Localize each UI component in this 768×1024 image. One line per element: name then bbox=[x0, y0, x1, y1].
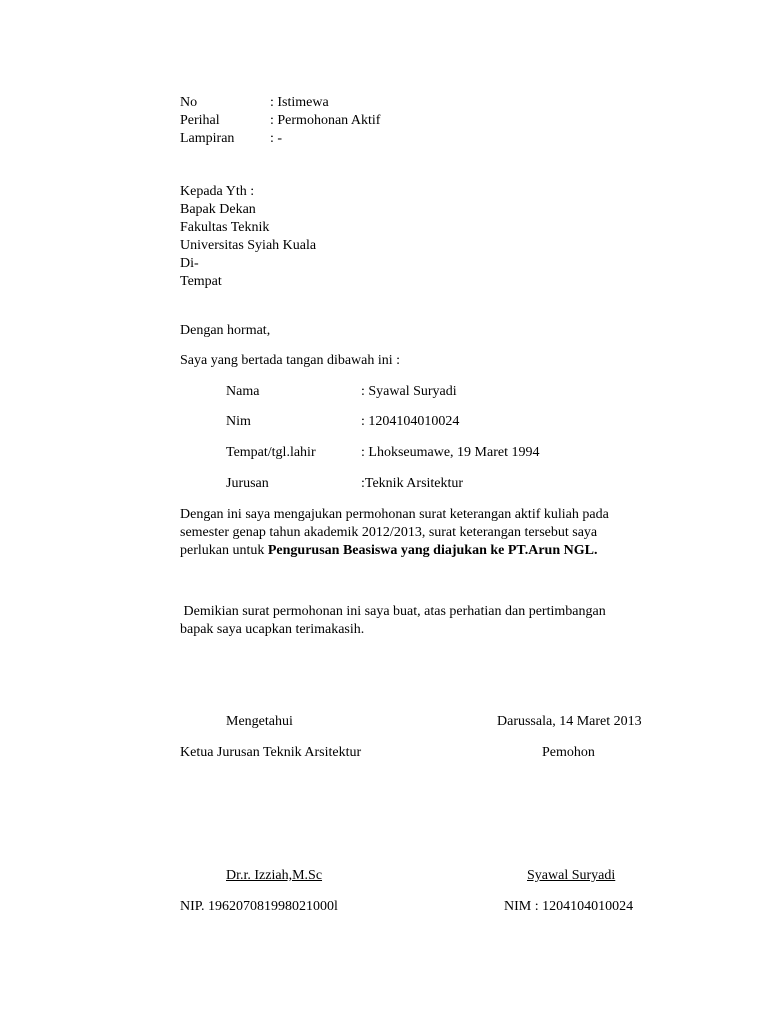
header-no-value: : Istimewa bbox=[270, 95, 329, 110]
identity-jurusan-value: :Teknik Arsitektur bbox=[361, 476, 464, 491]
header-lampiran-label: Lampiran bbox=[180, 131, 235, 146]
body-line-3-prefix: perlukan untuk bbox=[180, 543, 268, 558]
closing-line-1: Demikian surat permohonan ini saya buat, atas perhatian dan pertimbangan bbox=[180, 604, 606, 619]
header-perihal-value: : Permohonan Aktif bbox=[270, 113, 381, 128]
signature-left-id: NIP. 196207081998021000l bbox=[180, 899, 338, 914]
header-no-label: No bbox=[180, 95, 198, 110]
body-line-3-bold: Pengurusan Beasiswa yang diajukan ke PT.Arun NGL. bbox=[267, 543, 598, 558]
signature-date: Darussala, 14 Maret 2013 bbox=[497, 714, 642, 729]
signature-right-role: Pemohon bbox=[542, 745, 595, 760]
header-lampiran-value: : - bbox=[270, 131, 283, 146]
greeting: Dengan hormat, bbox=[180, 323, 271, 338]
identity-nama-label: Nama bbox=[226, 384, 260, 399]
body-line-1: Dengan ini saya mengajukan permohonan surat keterangan aktif kuliah pada bbox=[180, 507, 609, 522]
recipient-line-1: Kepada Yth : bbox=[180, 184, 255, 199]
identity-nim-value: : 1204104010024 bbox=[361, 414, 460, 429]
body-line-2: semester genap tahun akademik 2012/2013, surat keterangan tersebut saya bbox=[180, 525, 598, 540]
signature-right-name: Syawal Suryadi bbox=[527, 868, 616, 883]
signature-left-role: Ketua Jurusan Teknik Arsitektur bbox=[180, 745, 362, 760]
identity-ttl-value: : Lhokseumawe, 19 Maret 1994 bbox=[361, 445, 540, 460]
identity-jurusan-label: Jurusan bbox=[226, 476, 269, 491]
signature-right-id: NIM : 1204104010024 bbox=[504, 899, 634, 914]
recipient-line-4: Universitas Syiah Kuala bbox=[180, 238, 317, 253]
header-perihal-label: Perihal bbox=[180, 113, 220, 128]
intro-text: Saya yang bertada tangan dibawah ini : bbox=[180, 353, 401, 368]
recipient-line-3: Fakultas Teknik bbox=[180, 220, 270, 235]
body-line-3 bbox=[180, 542, 597, 560]
recipient-line-2: Bapak Dekan bbox=[180, 202, 256, 217]
signature-left-top: Mengetahui bbox=[226, 714, 293, 729]
recipient-line-5: Di- bbox=[180, 256, 199, 271]
closing-line-2: bapak saya ucapkan terimakasih. bbox=[180, 622, 365, 637]
identity-nama-value: : Syawal Suryadi bbox=[361, 384, 457, 399]
signature-left-name: Dr.r. Izziah,M.Sc bbox=[226, 868, 323, 883]
identity-ttl-label: Tempat/tgl.lahir bbox=[226, 445, 316, 460]
identity-nim-label: Nim bbox=[226, 414, 251, 429]
recipient-line-6: Tempat bbox=[180, 274, 222, 289]
